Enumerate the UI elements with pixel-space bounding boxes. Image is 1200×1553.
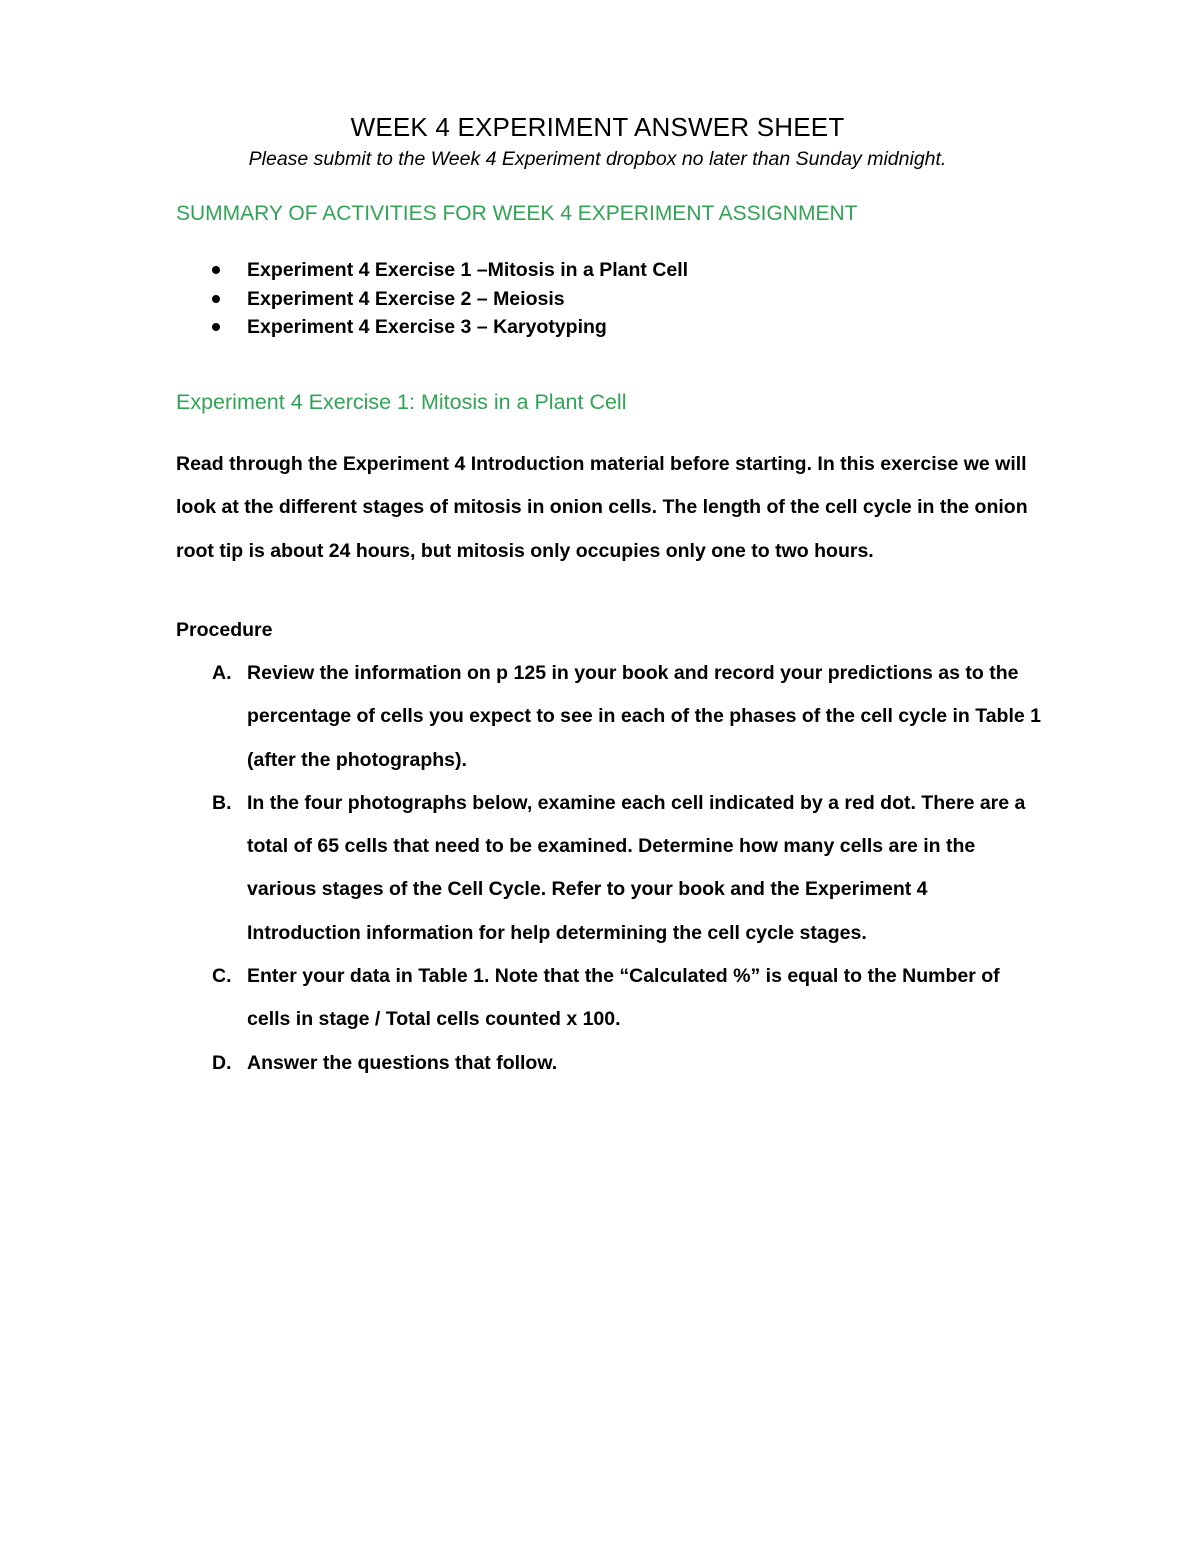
procedure-step [176, 652, 1046, 782]
step-text: In the four photographs below, examine each cell indicated by a red dot. There are a total of 65 cells that need to be examined. Determine how many cells are in the various stages of the Cell Cycle. Refer to your book and the Experiment 4 Introduction information for help determining the cell cycle stages. [247, 791, 1026, 944]
procedure-step [176, 955, 1046, 1042]
bullet-icon [212, 295, 220, 303]
step-text: Enter your data in Table 1. Note that the “Calculated %” is equal to the Number of cells in stage / Total cells counted x 100. [247, 965, 1000, 1031]
activity-label: Experiment 4 Exercise 1 –Mitosis in a Plant Cell [247, 259, 689, 281]
procedure-step [176, 1042, 1046, 1085]
bullet-icon [212, 266, 220, 274]
activity-label: Experiment 4 Exercise 2 – Meiosis [247, 287, 565, 310]
activity-label: Experiment 4 Exercise 3 – Karyotyping [247, 316, 607, 338]
step-letter: D. [212, 1051, 232, 1074]
procedure-step [176, 782, 1046, 955]
step-letter: C. [212, 965, 232, 988]
page-title: WEEK 4 EXPERIMENT ANSWER SHEET [350, 112, 845, 142]
list-item [176, 256, 1036, 285]
submission-note: Please submit to the Week 4 Experiment dropbox no later than Sunday midnight. [248, 148, 947, 170]
list-item [176, 285, 1036, 314]
bullet-icon [212, 323, 220, 331]
step-letter: A. [212, 662, 232, 684]
summary-heading: SUMMARY OF ACTIVITIES FOR WEEK 4 EXPERIMENT ASSIGNMENT [176, 202, 858, 225]
step-text: Answer the questions that follow. [247, 1051, 558, 1074]
step-letter: B. [212, 791, 232, 814]
activities-list [176, 256, 1036, 342]
step-text: Review the information on p 125 in your book and record your predictions as to the percentage of cells you expect to see in each of the phases of the cell cycle in Table 1 (after the photographs). [247, 662, 1041, 771]
procedure-heading: Procedure [176, 619, 273, 641]
intro-paragraph: Read through the Experiment 4 Introduction material before starting. In this exercise we will look at the different stages of mitosis in onion cells. The length of the cell cycle in the onion root tip is about 24 hours, but mitosis only occupies only one to two hours. [176, 453, 1028, 562]
procedure-steps [176, 652, 1046, 1085]
exercise-heading: Experiment 4 Exercise 1: Mitosis in a Plant Cell [176, 390, 627, 414]
list-item [176, 313, 1036, 342]
